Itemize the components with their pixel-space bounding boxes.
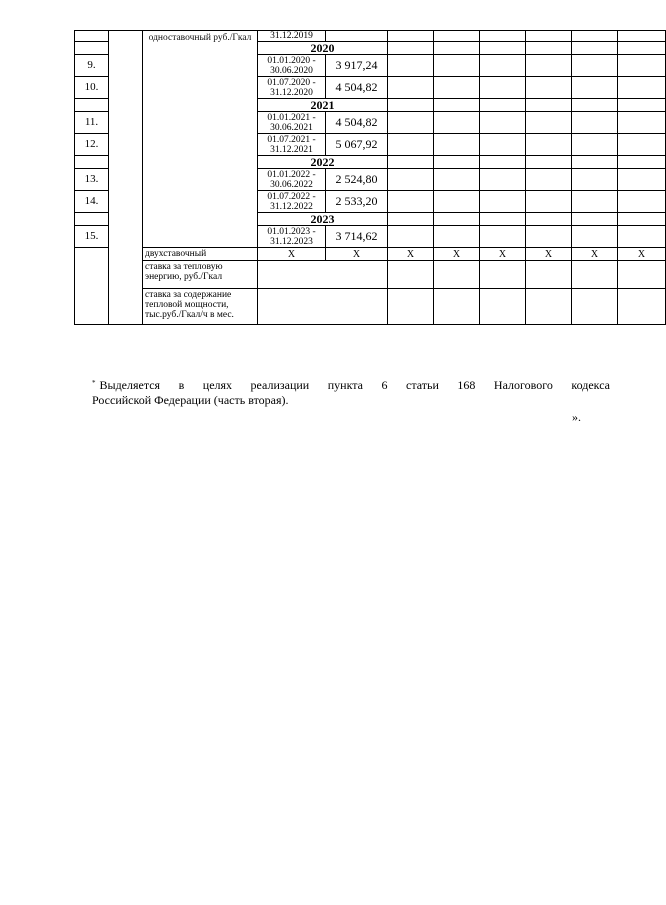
empty-cell xyxy=(434,99,480,112)
empty-cell xyxy=(572,261,618,289)
empty-cell xyxy=(480,134,526,156)
empty-cell xyxy=(618,226,666,248)
empty-cell xyxy=(258,289,388,325)
footnote-line-2: Российской Федерации (часть вторая). xyxy=(92,393,289,407)
year-header-cell: 2020 xyxy=(258,42,388,55)
tariff-value-cell: 2 533,20 xyxy=(326,191,388,213)
empty-cell xyxy=(572,99,618,112)
empty-cell xyxy=(526,77,572,99)
row-number-cell: 14. xyxy=(75,191,109,213)
tariff-value-cell: 2 524,80 xyxy=(326,169,388,191)
empty-cell xyxy=(388,55,434,77)
empty-cell xyxy=(388,77,434,99)
empty-cell xyxy=(572,55,618,77)
table-row xyxy=(75,31,666,42)
group-column-cell xyxy=(109,31,143,325)
empty-cell xyxy=(388,213,434,226)
empty-cell xyxy=(618,261,666,289)
empty-cell xyxy=(480,213,526,226)
x-mark-cell: X xyxy=(572,248,618,261)
empty-cell xyxy=(526,42,572,55)
heat-rate-row xyxy=(75,261,666,289)
empty-cell xyxy=(434,289,480,325)
empty-cell xyxy=(480,191,526,213)
empty-cell xyxy=(480,42,526,55)
row-number-cell xyxy=(75,213,109,226)
empty-cell xyxy=(388,31,434,42)
x-mark-cell: X xyxy=(434,248,480,261)
tariff-value-cell: 5 067,92 xyxy=(326,134,388,156)
tariff-value-cell: 4 504,82 xyxy=(326,112,388,134)
empty-cell xyxy=(572,134,618,156)
row-number-cell: 10. xyxy=(75,77,109,99)
empty-cell xyxy=(572,112,618,134)
period-cell: 31.12.2019 xyxy=(258,31,326,42)
empty-cell xyxy=(526,169,572,191)
empty-cell xyxy=(434,169,480,191)
empty-cell xyxy=(572,191,618,213)
capacity-rate-label: ставка за содержание тепловой мощности, тыс.руб./Гкал/ч в мес. xyxy=(143,289,258,325)
empty-cell xyxy=(526,112,572,134)
period-cell: 01.01.2023 - 31.12.2023 xyxy=(258,226,326,248)
empty-cell xyxy=(526,55,572,77)
empty-cell xyxy=(388,261,434,289)
empty-cell xyxy=(526,226,572,248)
empty-cell xyxy=(434,31,480,42)
empty-cell xyxy=(258,261,388,289)
x-mark-cell: X xyxy=(258,248,326,261)
empty-cell xyxy=(526,191,572,213)
empty-cell xyxy=(618,169,666,191)
row-number-cell: 15. xyxy=(75,226,109,248)
single-rate-label: одноставочный руб./Гкал xyxy=(143,31,258,248)
empty-cell xyxy=(434,55,480,77)
closing-quote: ». xyxy=(572,410,581,424)
tariff-table-container xyxy=(74,30,666,325)
empty-cell xyxy=(618,213,666,226)
period-cell: 01.01.2022 - 30.06.2022 xyxy=(258,169,326,191)
two-rate-label: двухставочный xyxy=(143,248,258,261)
period-cell: 01.07.2022 - 31.12.2022 xyxy=(258,191,326,213)
x-mark-cell: X xyxy=(326,248,388,261)
row-number-cell: 12. xyxy=(75,134,109,156)
two-rate-row xyxy=(75,248,666,261)
row-number-cell: 11. xyxy=(75,112,109,134)
tariff-value-cell: 3 917,24 xyxy=(326,55,388,77)
empty-cell xyxy=(480,112,526,134)
heat-rate-label: ставка за тепловую энергию, руб./Гкал xyxy=(143,261,258,289)
empty-cell xyxy=(618,112,666,134)
row-number-cell: 9. xyxy=(75,55,109,77)
empty-cell xyxy=(480,156,526,169)
empty-cell xyxy=(480,169,526,191)
row-number-cell xyxy=(75,31,109,42)
footnote xyxy=(92,378,610,393)
empty-cell xyxy=(526,31,572,42)
empty-cell xyxy=(480,261,526,289)
tariff-table xyxy=(74,30,666,325)
empty-cell xyxy=(388,226,434,248)
empty-cell xyxy=(618,156,666,169)
empty-cell xyxy=(526,99,572,112)
empty-cell xyxy=(572,226,618,248)
period-cell: 01.01.2020 - 30.06.2020 xyxy=(258,55,326,77)
x-mark-cell: X xyxy=(388,248,434,261)
row-number-cell xyxy=(75,156,109,169)
empty-cell xyxy=(434,77,480,99)
empty-cell xyxy=(434,226,480,248)
empty-cell xyxy=(480,31,526,42)
empty-cell xyxy=(618,31,666,42)
capacity-rate-row xyxy=(75,289,666,325)
empty-cell xyxy=(572,289,618,325)
empty-cell xyxy=(618,99,666,112)
empty-cell xyxy=(480,226,526,248)
x-mark-cell: X xyxy=(618,248,666,261)
empty-cell xyxy=(572,213,618,226)
empty-cell xyxy=(388,156,434,169)
x-mark-cell: X xyxy=(526,248,572,261)
empty-cell xyxy=(434,42,480,55)
empty-cell xyxy=(572,169,618,191)
empty-cell xyxy=(618,55,666,77)
row-number-cell: 13. xyxy=(75,169,109,191)
empty-cell xyxy=(388,169,434,191)
tariff-value-cell: 4 504,82 xyxy=(326,77,388,99)
row-number-cell xyxy=(75,42,109,55)
empty-cell xyxy=(526,156,572,169)
row-number-cell xyxy=(75,248,109,325)
empty-cell xyxy=(618,77,666,99)
year-header-cell: 2021 xyxy=(258,99,388,112)
period-cell: 01.07.2020 - 31.12.2020 xyxy=(258,77,326,99)
tariff-value-cell xyxy=(326,31,388,42)
empty-cell xyxy=(480,289,526,325)
empty-cell xyxy=(388,112,434,134)
empty-cell xyxy=(526,289,572,325)
empty-cell xyxy=(618,134,666,156)
empty-cell xyxy=(388,191,434,213)
empty-cell xyxy=(480,55,526,77)
tariff-table-body xyxy=(75,31,666,325)
empty-cell xyxy=(526,213,572,226)
empty-cell xyxy=(388,42,434,55)
empty-cell xyxy=(572,156,618,169)
footnote-line-1: Выделяется в целях реализации пункта 6 статьи 168 Налогового кодекса xyxy=(99,378,610,392)
empty-cell xyxy=(526,261,572,289)
empty-cell xyxy=(618,42,666,55)
empty-cell xyxy=(618,289,666,325)
empty-cell xyxy=(480,77,526,99)
footnote-mark: * xyxy=(92,379,96,387)
empty-cell xyxy=(434,156,480,169)
empty-cell xyxy=(572,31,618,42)
year-header-cell: 2023 xyxy=(258,213,388,226)
empty-cell xyxy=(572,77,618,99)
empty-cell xyxy=(434,213,480,226)
empty-cell xyxy=(480,99,526,112)
empty-cell xyxy=(618,191,666,213)
period-cell: 01.07.2021 - 31.12.2021 xyxy=(258,134,326,156)
empty-cell xyxy=(434,261,480,289)
empty-cell xyxy=(388,289,434,325)
empty-cell xyxy=(434,191,480,213)
empty-cell xyxy=(434,134,480,156)
empty-cell xyxy=(572,42,618,55)
empty-cell xyxy=(434,112,480,134)
empty-cell xyxy=(388,134,434,156)
row-number-cell xyxy=(75,99,109,112)
empty-cell xyxy=(388,99,434,112)
tariff-value-cell: 3 714,62 xyxy=(326,226,388,248)
period-cell: 01.01.2021 - 30.06.2021 xyxy=(258,112,326,134)
x-mark-cell: X xyxy=(480,248,526,261)
year-header-cell: 2022 xyxy=(258,156,388,169)
empty-cell xyxy=(526,134,572,156)
